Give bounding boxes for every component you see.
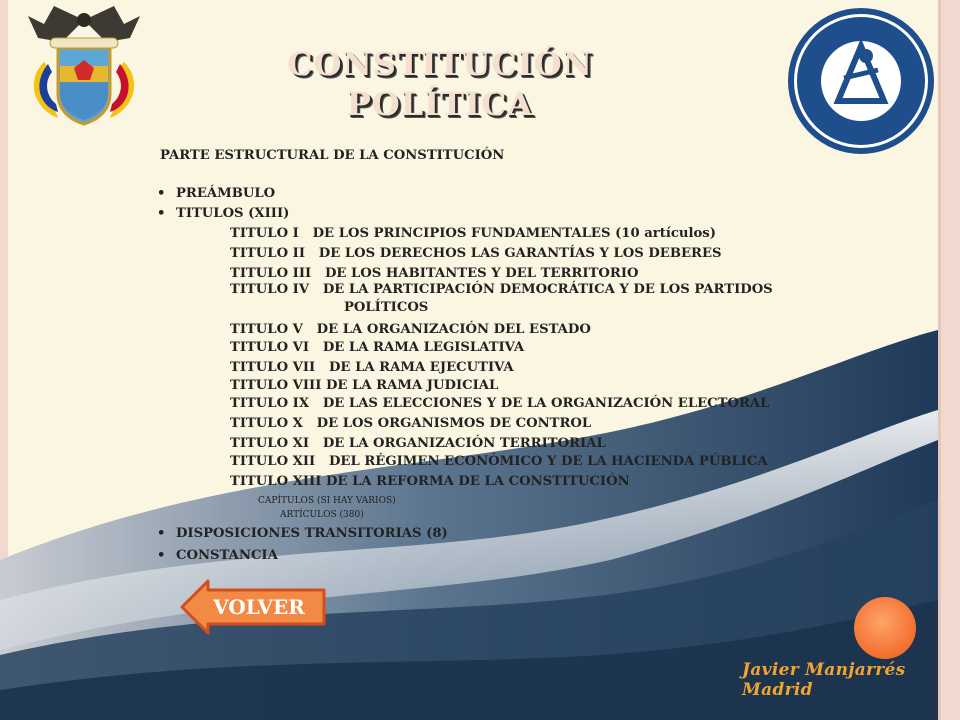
list-item <box>160 526 448 541</box>
titulo-text: DE LAS ELECCIONES Y DE LA ORGANIZACIÓN ELECTORAL <box>322 396 770 411</box>
titulo-row <box>230 454 768 469</box>
titulo-row <box>230 416 591 431</box>
title-line-1: CONSTITUCIÓN <box>287 45 593 83</box>
author-signature: Javier Manjarrés Madrid <box>742 660 906 700</box>
note-capitulos: CAPÍTULOS (SI HAY VARIOS) <box>258 496 396 506</box>
titulo-text: DE LOS PRINCIPIOS FUNDAMENTALES (10 artículos) <box>312 226 716 241</box>
list-item <box>160 548 278 563</box>
titulo-text: DE LOS DERECHOS LAS GARANTÍAS Y LOS DEBERES <box>318 246 722 261</box>
titulo-id: TITULO X <box>230 416 303 431</box>
titulo-row <box>230 340 524 355</box>
titulo-id: TITULO III <box>230 266 312 281</box>
titulo-id: TITULO VI <box>230 340 310 355</box>
titulo-text-continued: POLÍTICOS <box>344 300 429 315</box>
university-logo-icon <box>786 6 936 156</box>
titulo-row <box>230 246 722 261</box>
titulo-row <box>230 360 514 375</box>
titulo-id: TITULO IX <box>230 396 310 411</box>
note-articulos: ARTÍCULOS (380) <box>280 510 364 520</box>
titulo-text: DEL RÉGIMEN ECONÓMICO Y DE LA HACIENDA PÚBLICA <box>329 454 768 469</box>
titulo-text: DE LA ORGANIZACIÓN DEL ESTADO <box>316 322 591 337</box>
titulo-row <box>230 436 606 451</box>
titulo-id: TITULO XII <box>230 454 316 469</box>
list-item <box>160 206 289 221</box>
bullet-preambulo: PREÁMBULO <box>176 186 276 201</box>
titulo-text: DE LA ORGANIZACIÓN TERRITORIAL <box>322 436 606 451</box>
page-title <box>250 44 630 124</box>
bullet-disposiciones: DISPOSICIONES TRANSITORIAS (8) <box>176 526 448 541</box>
volver-button[interactable]: VOLVER <box>213 595 305 619</box>
titulo-row <box>230 266 638 281</box>
titulo-text: DE LOS ORGANISMOS DE CONTROL <box>316 416 592 431</box>
bullet-constancia: CONSTANCIA <box>176 548 278 563</box>
titulo-row <box>230 226 716 241</box>
titulo-row <box>230 282 773 297</box>
titulo-text: DE LA RAMA LEGISLATIVA <box>322 340 525 355</box>
list-item <box>160 186 275 201</box>
titulo-row <box>230 322 591 337</box>
titulo-id: TITULO I <box>230 226 299 241</box>
titulo-id: TITULO IV <box>230 282 310 297</box>
titulo-id: TITULO VIII <box>230 378 322 393</box>
titulo-text: DE LA RAMA EJECUTIVA <box>329 360 514 375</box>
titulo-row <box>230 396 769 411</box>
titulo-id: TITULO VII <box>230 360 316 375</box>
coat-of-arms-icon <box>14 2 154 127</box>
titulo-id: TITULO II <box>230 246 305 261</box>
titulo-row <box>230 474 630 489</box>
decorative-orange-circle <box>854 597 916 659</box>
titulo-text: DE LOS HABITANTES Y DEL TERRITORIO <box>324 266 639 281</box>
titulo-id: TITULO XI <box>230 436 310 451</box>
titulo-text: DE LA RAMA JUDICIAL <box>325 378 499 393</box>
titulo-row <box>230 378 498 393</box>
titulo-id: TITULO V <box>230 322 303 337</box>
titulo-text: DE LA PARTICIPACIÓN DEMOCRÁTICA Y DE LOS PARTIDOS <box>322 282 773 297</box>
section-heading: PARTE ESTRUCTURAL DE LA CONSTITUCIÓN <box>160 148 505 163</box>
titulo-text: DE LA REFORMA DE LA CONSTITUCIÓN <box>325 474 630 489</box>
title-line-2: POLÍTICA <box>346 85 534 123</box>
bullet-titulos: TITULOS (XIII) <box>176 206 290 221</box>
titulo-id: TITULO XIII <box>230 474 322 489</box>
